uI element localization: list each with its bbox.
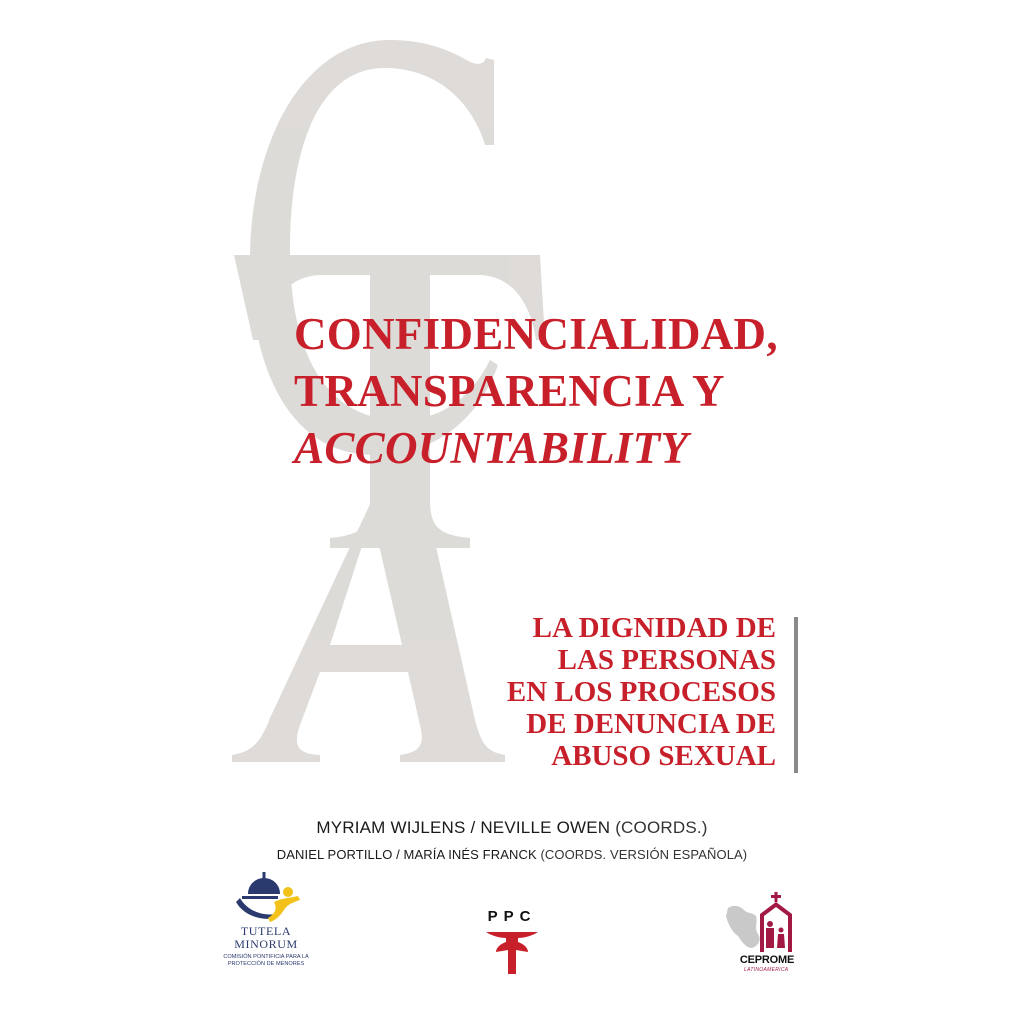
tutela-caption-2: PROTECCIÓN DE MENORES <box>227 961 305 967</box>
subtitle-line-3: EN LOS PROCESOS <box>506 676 776 708</box>
book-subtitle <box>470 612 776 772</box>
ppc-logo-icon <box>480 928 544 978</box>
tutela-line-2: MINORUM <box>234 937 298 951</box>
spanish-coordinators-role: (COORDS. VERSIÓN ESPAÑOLA) <box>540 847 748 862</box>
ceprome-subtitle: LATINOAMERICA <box>744 967 789 973</box>
book-title <box>294 306 814 477</box>
ceprome-logo-icon <box>718 892 810 954</box>
spanish-coordinators-names: DANIEL PORTILLO / MARÍA INÉS FRANCK <box>276 847 537 862</box>
title-line-3: ACCOUNTABILITY <box>294 423 689 473</box>
subtitle-line-2: LAS PERSONAS <box>557 644 776 676</box>
ppc-letters: PPC <box>487 908 537 925</box>
main-coordinators-names: MYRIAM WIJLENS / NEVILLE OWEN <box>316 818 611 837</box>
tutela-minorum-logo <box>218 872 314 982</box>
ceprome-logo <box>718 892 810 976</box>
subtitle-line-4: DE DENUNCIA DE <box>526 708 776 740</box>
tutela-line-1: TUTELA <box>240 924 292 938</box>
subtitle-line-1: LA DIGNIDAD DE <box>532 612 776 644</box>
tutela-caption-1: COMISIÓN PONTIFICIA PARA LA <box>223 954 309 960</box>
tutela-minorum-logo-icon <box>218 872 314 926</box>
main-coordinators-role: (COORDS.) <box>615 818 708 837</box>
subtitle-divider <box>794 617 798 773</box>
ceprome-name: CEPROME <box>739 954 795 966</box>
subtitle-line-5: ABUSO SEXUAL <box>551 740 776 772</box>
decorative-letter-a <box>232 440 505 762</box>
authors-block <box>200 816 824 866</box>
tutela-caption <box>218 954 314 968</box>
ppc-logo <box>480 908 544 978</box>
title-line-2: TRANSPARENCIA Y <box>294 366 725 416</box>
spanish-coordinators <box>200 844 824 866</box>
title-line-1: CONFIDENCIALIDAD, <box>294 309 778 359</box>
main-coordinators <box>200 816 824 840</box>
